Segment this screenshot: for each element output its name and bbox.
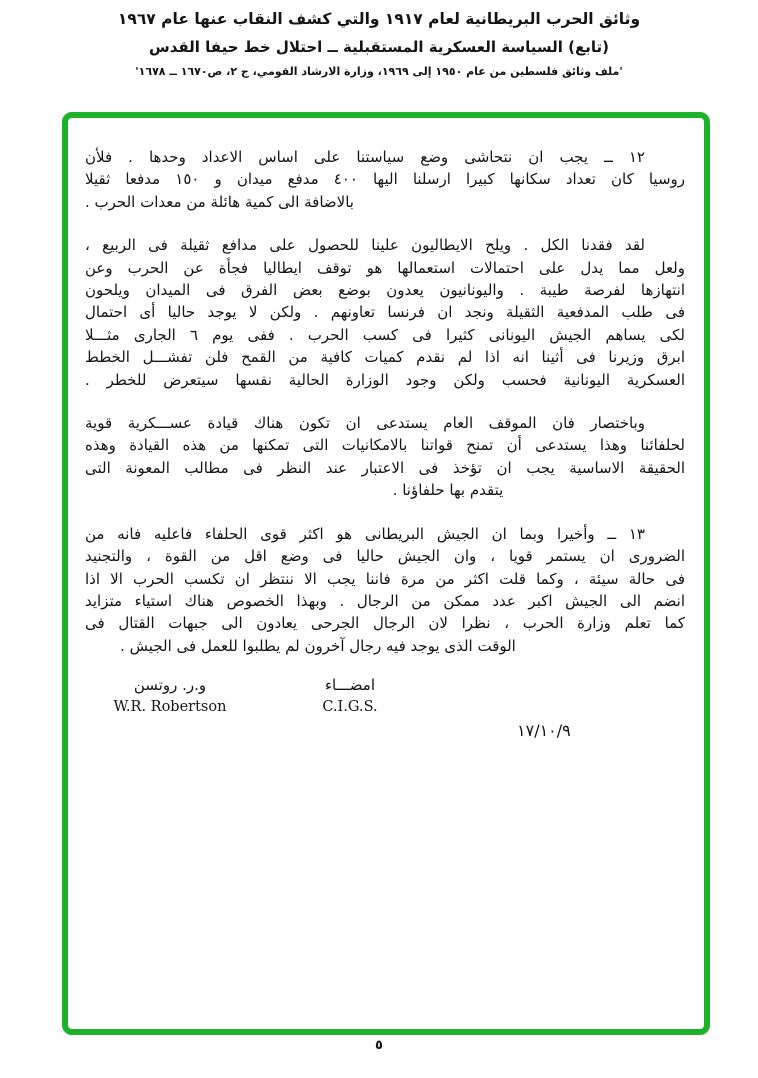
- text-line: انضم الى الجيش اكبر عدد ممكن من الرجال . وبهذا الخصوص هناك استياء متزايد: [85, 591, 685, 610]
- text-line: العسكرية اليونانية فحسب ولكن وجود الوزارة الحالية نفسها سيتعرض للخطر .: [85, 370, 685, 389]
- text-line: فى طلب المدفعية الثقيلة ونجد ان فرنسا تعاونهم . ولكن لا يوجد حاليا أى احتمال: [85, 303, 685, 322]
- text-line: انتهازها لفرصة طيبة . واليونانيون يعدون بوضع بعض الفرق فى الميدان ويلحون: [85, 281, 685, 300]
- header-title-line1: وثائق الحرب البريطانية لعام ١٩١٧ والتي كشف النقاب عنها عام ١٩٦٧: [117, 10, 641, 28]
- header-source-citation: 'ملف وثائق فلسطين من عام ١٩٥٠ إلى ١٩٦٩، وزارة الارشاد القومي، ج ٢، ص١٦٧٠ ــ ١٦٧٨': [135, 64, 623, 78]
- paragraph-summary: [85, 412, 685, 502]
- document-date: ١٧/١٠/٩: [517, 721, 571, 741]
- text-line: فى حالة سيئة ، وكما قلت اكثر من مرة فاننا يجب الا ننتظر ان تكسب الحرب الا اذا: [85, 569, 685, 588]
- text-line: ١٣ ــ وأخيرا وبما ان الجيش البريطانى هو اكثر قوى الحلفاء فاعليه فانه من: [85, 524, 645, 543]
- text-line: ١٢ ــ يجب ان نتحاشى وضع سياستنا على اساس الاعداد وحدها . فلأن: [85, 148, 645, 166]
- signatory-name-english: W.R. Robertson: [113, 699, 227, 716]
- signature-block: [85, 678, 685, 758]
- paragraph-12: [85, 146, 685, 213]
- paragraph-13: [85, 523, 685, 657]
- header-title-line2: (تابع) السياسة العسكرية المستقبلية ــ احتلال خط حيفا القدس: [149, 37, 609, 56]
- text-line: كما تعلم وزارة الحرب ، نظرا لان الرجال الجرحى يعادون الى جبهات القتال فى: [85, 614, 685, 633]
- text-line: لكى يساهم الجيش اليونانى كثيرا فى كسب الحرب . ففى يوم ٦ الجارى مثـــلا: [85, 325, 685, 344]
- paragraph-lost-all: [85, 234, 685, 391]
- text-line: لقد فقدنا الكل . ويلح الايطاليون علينا للحصول على مدافع ثقيلة فى الربيع ،: [85, 236, 645, 255]
- signature-name-column: [95, 678, 245, 715]
- text-line: وباختصار فان الموقف العام يستدعى ان تكون هناك قيادة عســـكرية قوية: [85, 414, 645, 433]
- page-number: ٥: [375, 1038, 383, 1053]
- text-line: بالاضافة الى كمية هائلة من معدات الحرب .: [85, 192, 354, 211]
- signature-label-english: C.I.G.S.: [322, 699, 378, 716]
- text-line: الحقيقة الاساسية يجب ان تؤخذ فى الاعتبار عند النظر فى مطالب المعونة التى: [85, 458, 685, 477]
- signature-label-arabic: امضـــاء: [324, 676, 376, 695]
- text-line: الوقت الذى يوجد فيه رجال آخرون لم يطلبوا للعمل فى الجيش .: [120, 636, 516, 655]
- document-body: [85, 146, 685, 758]
- text-line: يتقدم بها حلفاؤنا .: [392, 481, 504, 500]
- signatory-name-arabic: و.ر. روتسن: [133, 676, 207, 695]
- text-line: ولعل مما يدل على احتمالات استعمالها هو توقف ايطاليا فجأة عن الحرب وعن: [85, 258, 685, 277]
- document-header: [0, 12, 758, 77]
- text-line: ابرق وزيرنا فى أثينا انه اذا لم نقدم كميات كافية من القمح فلن تفشـــل الخطط: [85, 348, 685, 367]
- text-line: روسيا كان تعداد سكانها كبيرا ارسلنا اليها ٤٠٠ مدفع ميدان و ١٥٠ مدفعا ثقيلا: [85, 170, 685, 189]
- text-line: لحلفائنا وهذا يستدعى أن تمنح قواتنا بالامكانيات التى تمكنها من هذه القيادة وهذه: [85, 436, 685, 455]
- green-border-box: [62, 112, 710, 1035]
- signature-title-column: [285, 678, 415, 715]
- text-line: الضرورى ان يستمر قويا ، وان الجيش حاليا فى وضع اقل من القوة ، والتجنيد: [85, 547, 685, 566]
